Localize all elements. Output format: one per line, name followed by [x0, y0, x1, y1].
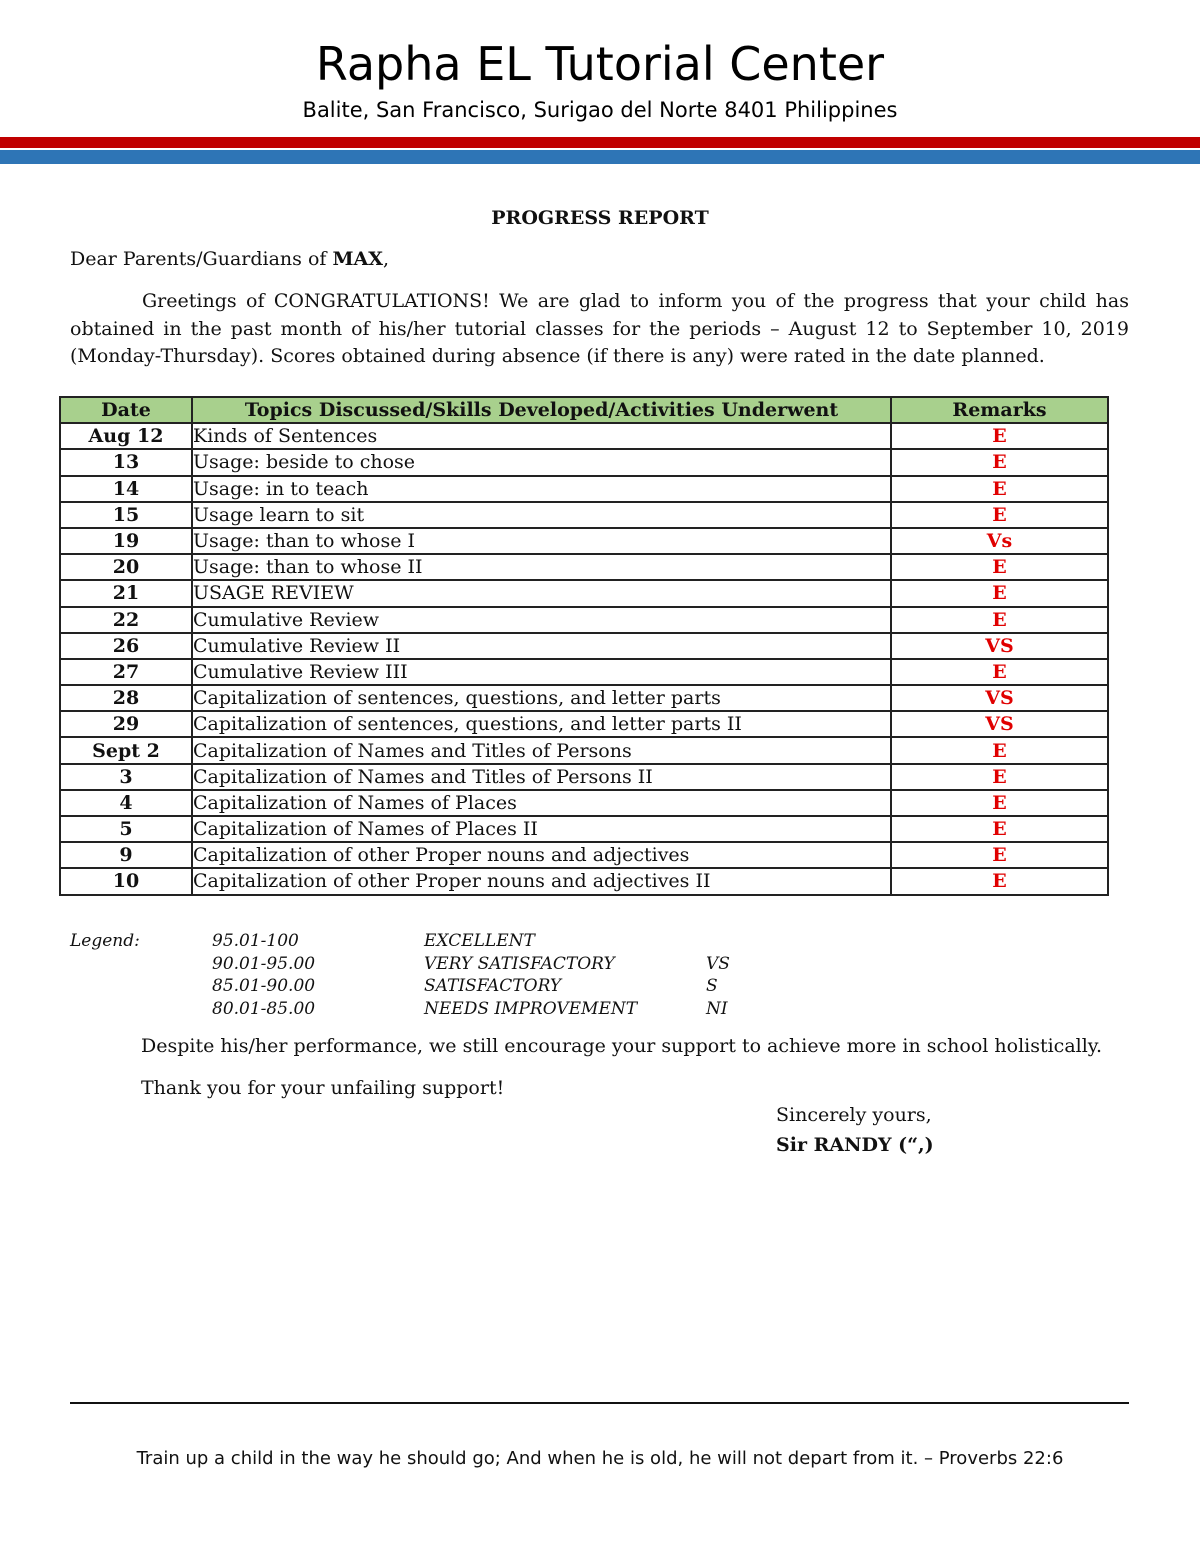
row-topic: Usage: than to whose II [192, 554, 891, 580]
footer-divider [70, 1402, 1129, 1404]
table-row [60, 868, 1108, 894]
intro-paragraph: Greetings of CONGRATULATIONS! We are glad to inform you of the progress that your child has obtained in the past month of his/her tutorial classes for the periods – August 12 to September 10, 2019 (Monday-Thursday). Scores obtained during absence (if there is any) were rated in the date planned. [70, 290, 1129, 367]
table-row [60, 659, 1108, 685]
row-remark: E [891, 868, 1108, 894]
row-topic: Cumulative Review III [192, 659, 891, 685]
table-row [60, 842, 1108, 868]
legend-codes [706, 930, 730, 1020]
legend-description: SATISFACTORY [424, 976, 562, 996]
header-stripe-red [0, 137, 1200, 148]
legend-code: VS [706, 953, 730, 974]
row-date: 5 [60, 816, 192, 842]
closing-encouragement: Despite his/her performance, we still encourage your support to achieve more in school holistically. [141, 1035, 1103, 1057]
row-date: 22 [60, 607, 192, 633]
row-date: 19 [60, 528, 192, 554]
legend-label: Legend: [70, 931, 140, 951]
header-date: Date [60, 397, 192, 423]
row-topic: Capitalization of other Proper nouns and adjectives II [192, 868, 891, 894]
header-stripe-blue [0, 150, 1200, 164]
header-remarks: Remarks [891, 397, 1108, 423]
row-date: 29 [60, 711, 192, 737]
row-date: Aug 12 [60, 423, 192, 449]
legend-code: NI [706, 998, 728, 1019]
legend-code: S [706, 976, 718, 996]
table-row [60, 685, 1108, 711]
legend-code [706, 930, 730, 953]
row-remark: E [891, 554, 1108, 580]
row-remark: Vs [891, 528, 1108, 554]
legend-description: EXCELLENT [424, 931, 535, 951]
legend-range: 95.01-100 [212, 931, 299, 951]
legend-description: VERY SATISFACTORY [424, 953, 615, 974]
row-remark: E [891, 580, 1108, 606]
row-date: 9 [60, 842, 192, 868]
legend-description: NEEDS IMPROVEMENT [424, 998, 638, 1019]
closing-thanks: Thank you for your unfailing support! [141, 1077, 505, 1099]
row-remark: E [891, 449, 1108, 475]
row-topic: Capitalization of Names of Places II [192, 816, 891, 842]
row-date: 4 [60, 790, 192, 816]
table-row [60, 449, 1108, 475]
row-date: 21 [60, 580, 192, 606]
row-topic: Capitalization of Names of Places [192, 790, 891, 816]
closing-sincerely: Sincerely yours, [776, 1104, 932, 1126]
row-remark: E [891, 502, 1108, 528]
legend-range: 80.01-85.00 [212, 998, 316, 1019]
row-date: 26 [60, 633, 192, 659]
row-remark: E [891, 737, 1108, 763]
table-header-row [60, 397, 1108, 423]
table-row [60, 554, 1108, 580]
center-address: Balite, San Francisco, Surigao del Norte 8401 Philippines [302, 98, 898, 122]
table-row [60, 528, 1108, 554]
row-topic: Cumulative Review II [192, 633, 891, 659]
table-row [60, 816, 1108, 842]
signer-name: Sir RANDY (“,) [776, 1134, 934, 1156]
table-row [60, 476, 1108, 502]
table-row [60, 764, 1108, 790]
progress-table [59, 396, 1109, 896]
row-remark: E [891, 816, 1108, 842]
row-topic: Usage learn to sit [192, 502, 891, 528]
row-remark: VS [891, 711, 1108, 737]
row-topic: Capitalization of sentences, questions, and letter parts II [192, 711, 891, 737]
table-row [60, 737, 1108, 763]
report-heading: PROGRESS REPORT [491, 207, 709, 229]
table-row [60, 633, 1108, 659]
row-topic: Kinds of Sentences [192, 423, 891, 449]
footer-quote: Train up a child in the way he should go; And when he is old, he will not depart from it. – Proverbs 22:6 [136, 1448, 1064, 1469]
salutation-suffix: , [382, 248, 390, 270]
row-date: 13 [60, 449, 192, 475]
student-name: MAX [332, 248, 383, 270]
row-remark: E [891, 607, 1108, 633]
row-remark: E [891, 764, 1108, 790]
row-remark: VS [891, 633, 1108, 659]
salutation-prefix: Dear Parents/Guardians of [70, 248, 333, 270]
legend-ranges [212, 930, 315, 1020]
row-remark: E [891, 659, 1108, 685]
row-topic: Capitalization of other Proper nouns and adjectives [192, 842, 891, 868]
table-row [60, 423, 1108, 449]
table-row [60, 790, 1108, 816]
row-topic: Usage: beside to chose [192, 449, 891, 475]
legend-descriptions [424, 930, 637, 1020]
row-topic: USAGE REVIEW [192, 580, 891, 606]
row-remark: E [891, 423, 1108, 449]
row-topic: Usage: than to whose I [192, 528, 891, 554]
table-row [60, 607, 1108, 633]
row-topic: Capitalization of Names and Titles of Persons II [192, 764, 891, 790]
row-date: 20 [60, 554, 192, 580]
row-remark: E [891, 476, 1108, 502]
row-topic: Cumulative Review [192, 607, 891, 633]
center-title: Rapha EL Tutorial Center [315, 37, 885, 91]
row-date: 15 [60, 502, 192, 528]
row-date: 28 [60, 685, 192, 711]
header-topics: Topics Discussed/Skills Developed/Activities Underwent [192, 397, 891, 423]
table-row [60, 502, 1108, 528]
row-date: 14 [60, 476, 192, 502]
row-remark: VS [891, 685, 1108, 711]
row-topic: Capitalization of sentences, questions, and letter parts [192, 685, 891, 711]
row-topic: Capitalization of Names and Titles of Persons [192, 737, 891, 763]
row-date: 3 [60, 764, 192, 790]
row-topic: Usage: in to teach [192, 476, 891, 502]
salutation [70, 246, 389, 272]
row-date: Sept 2 [60, 737, 192, 763]
row-date: 10 [60, 868, 192, 894]
row-remark: E [891, 842, 1108, 868]
table-row [60, 711, 1108, 737]
row-date: 27 [60, 659, 192, 685]
table-body [60, 423, 1108, 894]
legend-range: 85.01-90.00 [212, 976, 316, 996]
table-row [60, 580, 1108, 606]
legend-range: 90.01-95.00 [212, 953, 316, 974]
row-remark: E [891, 790, 1108, 816]
